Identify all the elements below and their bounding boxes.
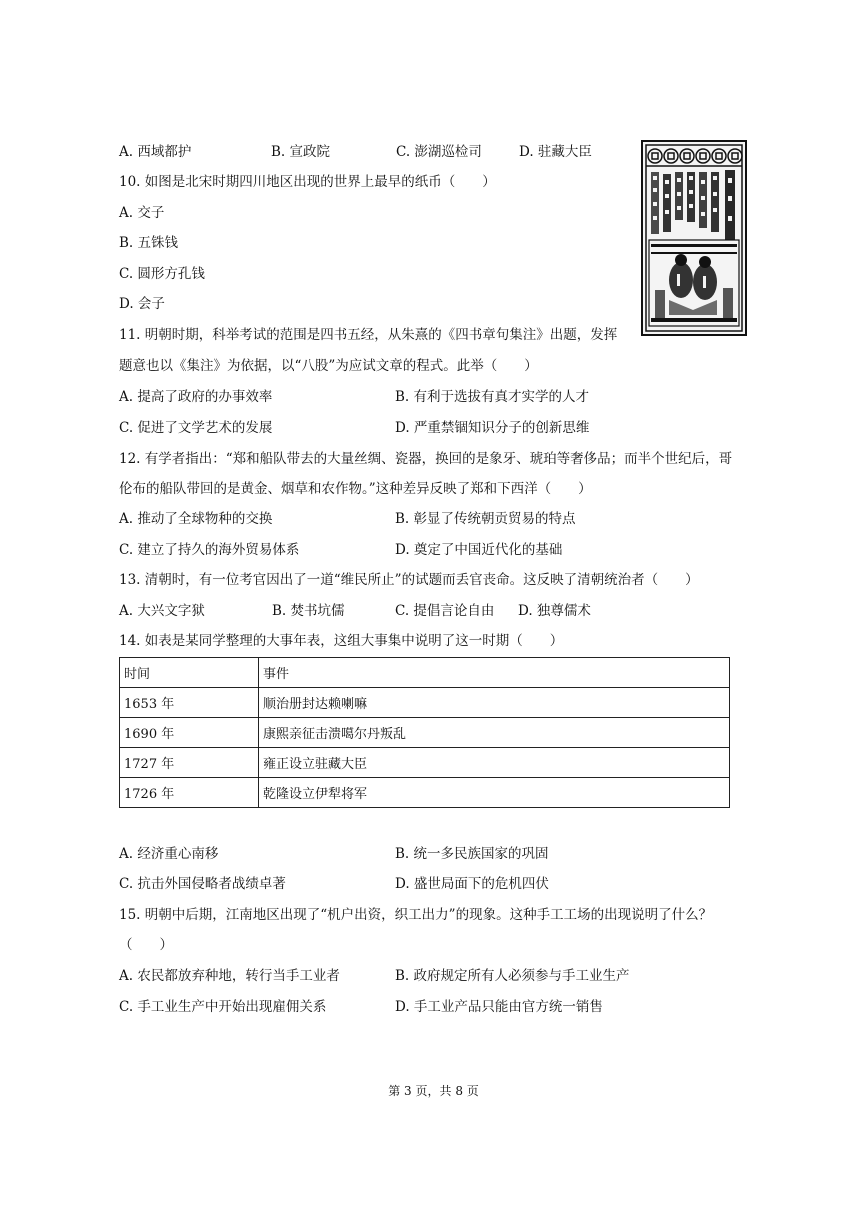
table-cell-event: 顺治册封达赖喇嘛	[259, 688, 730, 718]
q11-stem-line2: 题意也以《集注》为依据，以“八股”为应试文章的程式。此举（ ）	[119, 358, 538, 374]
q12-stem-line2: 伦布的船队带回的是黄金、烟草和农作物。”这种差异反映了郑和下西洋（ ）	[119, 481, 592, 497]
q12-option-c[interactable]: C. 建立了持久的海外贸易体系	[119, 542, 300, 558]
q15-stem-line1: 15. 明朝中后期，江南地区出现了“机户出资，织工出力”的现象。这种手工工场的出现说明了什么？	[119, 907, 713, 923]
q15-option-c[interactable]: C. 手工业生产中开始出现雇佣关系	[119, 999, 327, 1015]
q14-option-a[interactable]: A. 经济重心南移	[119, 846, 219, 862]
q15-option-a[interactable]: A. 农民都放弃种地，转行当手工业者	[119, 968, 340, 984]
q9-option-c[interactable]: C. 澎湖巡检司	[396, 144, 482, 160]
q15-option-d[interactable]: D. 手工业产品只能由官方统一销售	[395, 999, 603, 1015]
jiaozi-banknote-image	[641, 140, 747, 336]
q14-event-table	[119, 657, 730, 808]
q9-option-b[interactable]: B. 宣政院	[271, 144, 331, 160]
q10-option-b[interactable]: B. 五铢钱	[119, 235, 179, 251]
q10-option-a[interactable]: A. 交子	[119, 205, 165, 221]
q15-stem-line2: （ ）	[119, 937, 173, 953]
q9-option-d[interactable]: D. 驻藏大臣	[519, 144, 592, 160]
q14-option-b[interactable]: B. 统一多民族国家的巩固	[395, 846, 549, 862]
q12-option-b[interactable]: B. 彰显了传统朝贡贸易的特点	[395, 511, 576, 527]
q13-option-d[interactable]: D. 独尊儒术	[518, 603, 591, 619]
q11-stem-line1: 11. 明朝时期，科举考试的范围是四书五经，从朱熹的《四书章句集注》出题，发挥	[119, 327, 618, 343]
q11-option-b[interactable]: B. 有利于选拔有真才实学的人才	[395, 389, 590, 405]
table-cell-event: 康熙亲征击溃噶尔丹叛乱	[259, 718, 730, 748]
q10-option-d[interactable]: D. 会子	[119, 296, 165, 312]
q14-stem: 14. 如表是某同学整理的大事年表，这组大事集中说明了这一时期（ ）	[119, 633, 564, 649]
q14-option-c[interactable]: C. 抗击外国侵略者战绩卓著	[119, 876, 286, 892]
table-row	[120, 748, 730, 778]
q9-option-a[interactable]: A. 西域都护	[119, 144, 192, 160]
q12-option-a[interactable]: A. 推动了全球物种的交换	[119, 511, 273, 527]
table-row	[120, 688, 730, 718]
table-cell-time: 1727 年	[120, 748, 259, 778]
table-cell-event: 乾隆设立伊犁将军	[259, 778, 730, 808]
table-cell-time: 1726 年	[120, 778, 259, 808]
table-header-time: 时间	[120, 658, 259, 688]
q11-option-c[interactable]: C. 促进了文学艺术的发展	[119, 420, 273, 436]
table-row	[120, 778, 730, 808]
table-cell-event: 雍正设立驻藏大臣	[259, 748, 730, 778]
q12-option-d[interactable]: D. 奠定了中国近代化的基础	[395, 542, 563, 558]
q14-option-d[interactable]: D. 盛世局面下的危机四伏	[395, 876, 549, 892]
table-cell-time: 1690 年	[120, 718, 259, 748]
q12-stem-line1: 12. 有学者指出：“郑和船队带去的大量丝绸、瓷器，换回的是象牙、琥珀等奢侈品；而半个世纪后，哥	[119, 451, 733, 467]
q13-option-b[interactable]: B. 焚书坑儒	[272, 603, 345, 619]
q13-stem: 13. 清朝时，有一位考官因出了一道“维民所止”的试题而丢官丧命。这反映了清朝统治者（ ）	[119, 572, 699, 588]
q10-stem: 10. 如图是北宋时期四川地区出现的世界上最早的纸币（ ）	[119, 174, 496, 190]
q11-option-d[interactable]: D. 严重禁锢知识分子的创新思维	[395, 420, 590, 436]
q15-option-b[interactable]: B. 政府规定所有人必须参与手工业生产	[395, 968, 630, 984]
page-number: 第 3 页，共 8 页	[388, 1084, 479, 1098]
q13-option-a[interactable]: A. 大兴文字狱	[119, 603, 205, 619]
table-header-row	[120, 658, 730, 688]
table-row	[120, 718, 730, 748]
table-header-event: 事件	[259, 658, 730, 688]
q11-option-a[interactable]: A. 提高了政府的办事效率	[119, 389, 273, 405]
q13-option-c[interactable]: C. 提倡言论自由	[395, 603, 495, 619]
q10-option-c[interactable]: C. 圆形方孔钱	[119, 266, 205, 282]
table-cell-time: 1653 年	[120, 688, 259, 718]
